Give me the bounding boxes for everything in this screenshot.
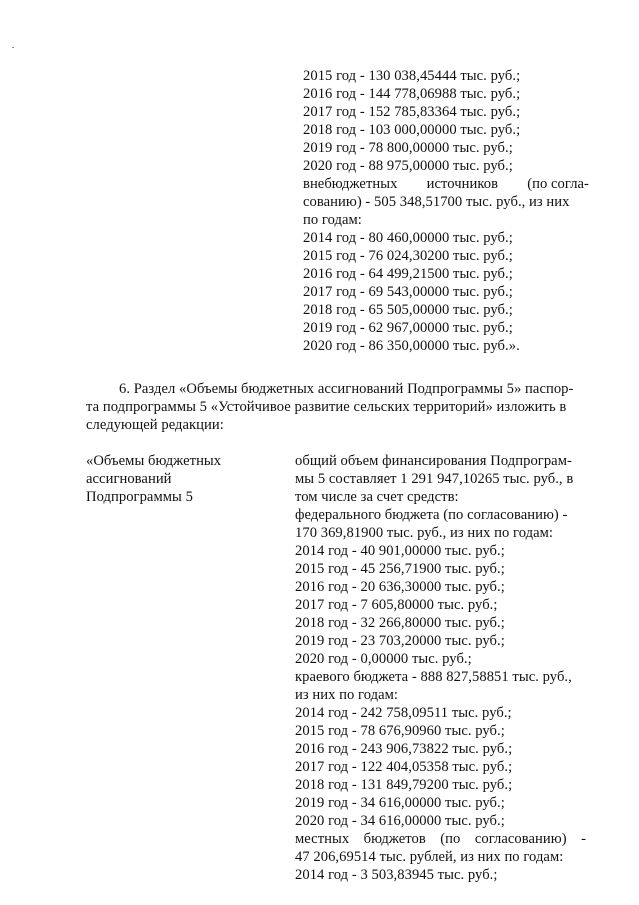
text-word: внебюджетных [303, 176, 398, 192]
funding-year-line: 2017 год - 152 785,83364 тыс. руб.; [303, 104, 521, 120]
federal-budget-line: 170 369,81900 тыс. руб., из них по годам: [295, 525, 554, 541]
funding-year-line: 2016 год - 64 499,21500 тыс. руб.; [303, 266, 513, 282]
funding-year-line: 2018 год - 131 849,79200 тыс. руб.; [295, 777, 513, 793]
total-funding-line: мы 5 составляет 1 291 947,10265 тыс. руб., в [295, 471, 574, 487]
text-word: (по согла- [527, 176, 589, 192]
total-funding-line: общий объем финансирования Подпрограм- [295, 453, 572, 469]
funding-year-line: 2016 год - 20 636,30000 тыс. руб.; [295, 579, 505, 595]
total-funding-line: том числе за счет средств: [295, 489, 459, 505]
text-word: местных [295, 831, 350, 847]
funding-year-line: 2019 год - 34 616,00000 тыс. руб.; [295, 795, 505, 811]
scan-speck [12, 47, 14, 48]
funding-year-line: 2018 год - 65 505,00000 тыс. руб.; [303, 302, 513, 318]
local-budget-heading [295, 831, 586, 848]
text-word: источников [426, 176, 499, 192]
funding-year-line: 2017 год - 69 543,00000 тыс. руб.; [303, 284, 513, 300]
funding-year-line: 2017 год - 122 404,05358 тыс. руб.; [295, 759, 513, 775]
funding-year-line: 2019 год - 78 800,00000 тыс. руб.; [303, 140, 513, 156]
regional-budget-line: из них по годам: [295, 687, 399, 703]
text-word: (по [440, 831, 461, 847]
federal-budget-line: федерального бюджета (по согласованию) - [295, 507, 568, 523]
funding-year-line: 2017 год - 7 605,80000 тыс. руб.; [295, 597, 498, 613]
funding-year-line: 2016 год - 243 906,73822 тыс. руб.; [295, 741, 513, 757]
section6-paragraph-line: следующей редакции: [86, 417, 224, 433]
funding-year-line: 2015 год - 78 676,90960 тыс. руб.; [295, 723, 505, 739]
funding-year-line: 2015 год - 45 256,71900 тыс. руб.; [295, 561, 505, 577]
local-budget-line: 47 206,69514 тыс. рублей, из них по годам: [295, 849, 564, 865]
funding-year-line: 2014 год - 242 758,09511 тыс. руб.; [295, 705, 512, 721]
funding-year-line: 2020 год - 86 350,00000 тыс. руб.». [303, 338, 520, 354]
text-word: согласованию) [474, 831, 567, 847]
section6-paragraph-line: 6. Раздел «Объемы бюджетных ассигнований Подпрограммы 5» паспор- [119, 381, 574, 397]
table-left-label: Подпрограммы 5 [86, 489, 193, 505]
text-word: бюджетов [363, 831, 426, 847]
funding-year-line: 2014 год - 40 901,00000 тыс. руб.; [295, 543, 505, 559]
section6-paragraph-line: та подпрограммы 5 «Устойчивое развитие сельских территорий» изложить в [86, 399, 567, 415]
table-left-label: ассигнований [86, 471, 172, 487]
funding-year-line: 2018 год - 32 266,80000 тыс. руб.; [295, 615, 505, 631]
extrabudget-by-years: по годам: [303, 212, 362, 228]
funding-year-line: 2020 год - 0,00000 тыс. руб.; [295, 651, 472, 667]
funding-year-line: 2019 год - 62 967,00000 тыс. руб.; [303, 320, 513, 336]
funding-year-line: 2014 год - 3 503,83945 тыс. руб.; [295, 867, 498, 883]
funding-year-line: 2014 год - 80 460,00000 тыс. руб.; [303, 230, 513, 246]
extrabudget-heading [303, 176, 589, 193]
funding-year-line: 2020 год - 34 616,00000 тыс. руб.; [295, 813, 505, 829]
funding-year-line: 2018 год - 103 000,00000 тыс. руб.; [303, 122, 521, 138]
text-word: - [581, 831, 586, 847]
funding-year-line: 2015 год - 130 038,45444 тыс. руб.; [303, 68, 521, 84]
table-left-label: «Объемы бюджетных [86, 453, 222, 469]
funding-year-line: 2015 год - 76 024,30200 тыс. руб.; [303, 248, 513, 264]
extrabudget-total: сованию) - 505 348,51700 тыс. руб., из них [303, 194, 570, 210]
funding-year-line: 2016 год - 144 778,06988 тыс. руб.; [303, 86, 521, 102]
regional-budget-line: краевого бюджета - 888 827,58851 тыс. руб., [295, 669, 572, 685]
funding-year-line: 2020 год - 88 975,00000 тыс. руб.; [303, 158, 513, 174]
funding-year-line: 2019 год - 23 703,20000 тыс. руб.; [295, 633, 505, 649]
